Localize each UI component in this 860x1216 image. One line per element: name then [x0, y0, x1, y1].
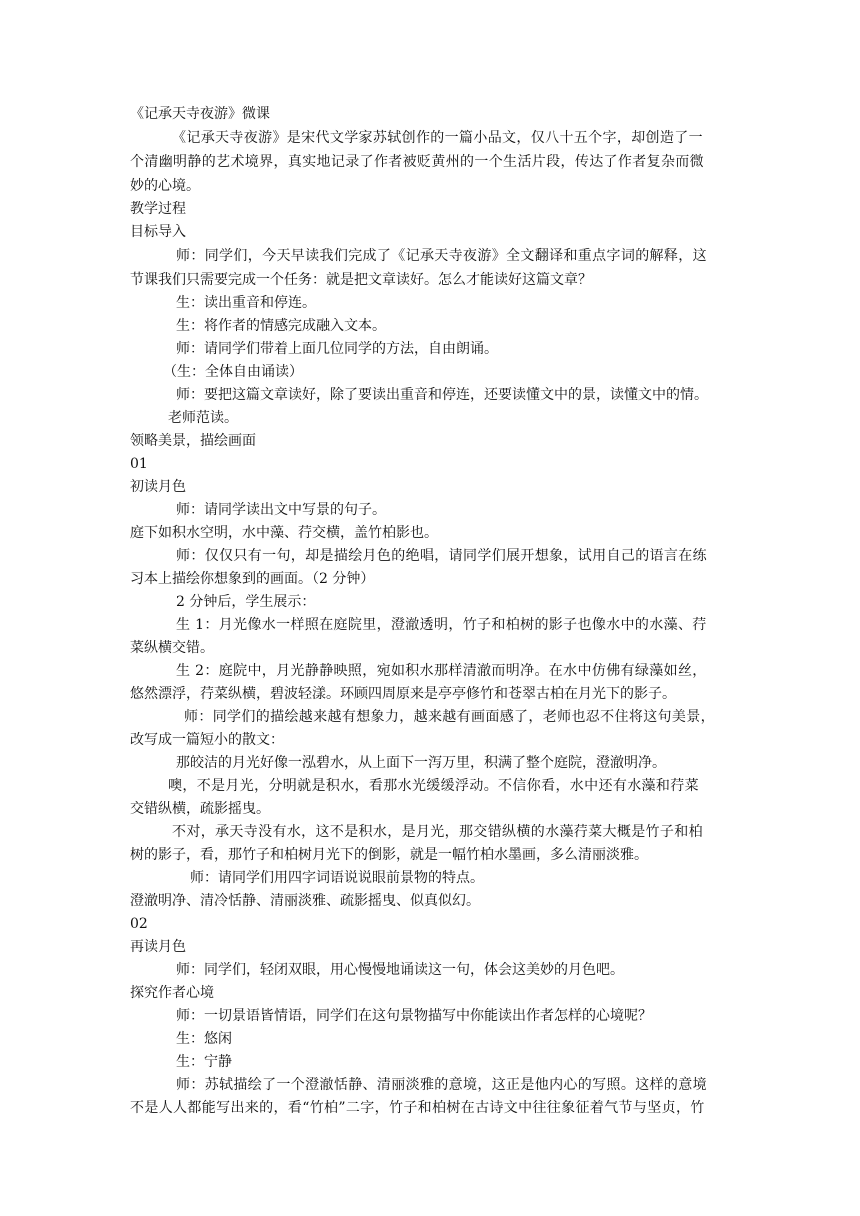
text-line: 树的影子，看，那竹子和柏树月光下的倒影，就是一幅竹柏水墨画，多么清丽淡雅。 [130, 847, 648, 863]
text-line: 节课我们只需要完成一个任务：就是把文章读好。怎么才能读好这篇文章？ [130, 272, 592, 288]
text-line: 师：请同学读出文中写景的句子。 [176, 502, 386, 518]
text-line: 习本上描绘你想象到的画面。（2 分钟） [130, 571, 375, 587]
section-heading: 初读月色 [130, 479, 186, 495]
text-line: 师：要把这篇文章读好，除了要读出重音和停连，还要读懂文中的景，读懂文中的情。 [176, 387, 708, 403]
text-line: 庭下如积水空明，水中藻、荇交横，盖竹柏影也。 [130, 525, 438, 541]
text-line: 生：悠闲 [176, 1031, 232, 1047]
text-line: 澄澈明净、清冷恬静、清丽淡雅、疏影摇曳、似真似幻。 [130, 893, 480, 909]
text-line: 师：同学们，轻闭双眼，用心慢慢地诵读这一句，体会这美妙的月色吧。 [176, 962, 624, 978]
document-title: 《记承天寺夜游》微课 [130, 106, 270, 122]
text-line: 师：苏轼描绘了一个澄澈恬静、清丽淡雅的意境，这正是他内心的写照。这样的意境 [176, 1077, 707, 1093]
section-heading: 再读月色 [130, 939, 186, 955]
text-line: 生：读出重音和停连。 [176, 295, 316, 311]
section-heading: 领略美景，描绘画面 [130, 433, 256, 449]
text-line: 噢，不是月光，分明就是积水，看那水光缓缓浮动。不信你看，水中还有水藻和荇菜 [168, 778, 699, 794]
text-line: 师：请同学们用四字词语说说眼前景物的特点。 [190, 870, 484, 886]
text-line: 个清幽明静的艺术境界，真实地记录了作者被贬黄州的一个生活片段，传达了作者复杂而微 [130, 154, 704, 170]
text-line: 不对，承天寺没有水，这不是积水，是月光，那交错纵横的水藻荇菜大概是竹子和柏 [172, 824, 703, 840]
text-line: 老师范读。 [168, 410, 238, 426]
section-number: 01 [130, 456, 148, 472]
text-line: 生 2：庭院中，月光静静映照，宛如积水那样清澈而明净。在水中仿佛有绿藻如丝， [176, 663, 707, 679]
text-line: 《记承天寺夜游》是宋代文学家苏轼创作的一篇小品文，仅八十五个字，却创造了一 [172, 130, 703, 146]
text-line: 那皎洁的月光好像一泓碧水，从上面下一泻万里，积满了整个庭院，澄澈明净。 [176, 755, 666, 771]
text-line: 菜纵横交错。 [130, 640, 214, 656]
text-line: 2 分钟后，学生展示： [176, 594, 316, 610]
text-line: 生：宁静 [176, 1054, 232, 1070]
text-line: 师：同学们，今天早读我们完成了《记承天寺夜游》全文翻译和重点字词的解释，这 [176, 248, 707, 264]
text-line: 不是人人都能写出来的，看“竹柏”二字，竹子和柏树在古诗文中往往象征着气节与坚贞，竹 [130, 1100, 705, 1116]
text-line: 悠然漂浮，荇菜纵横，碧波轻漾。环顾四周原来是亭亭修竹和苍翠古柏在月光下的影子。 [130, 686, 676, 702]
text-line: 改写成一篇短小的散文： [130, 732, 284, 748]
text-line: 交错纵横，疏影摇曳。 [130, 801, 270, 817]
text-line: 师：同学们的描绘越来越有想象力，越来越有画面感了，老师也忍不住将这句美景， [184, 709, 715, 725]
section-heading: 探究作者心境 [130, 985, 214, 1001]
text-line: 生 1：月光像水一样照在庭院里，澄澈透明，竹子和柏树的影子也像水中的水藻、荇 [176, 617, 707, 633]
text-line: （生：全体自由诵读） [163, 364, 303, 380]
text-line: 师：仅仅只有一句，却是描绘月色的绝唱，请同学们展开想象，试用自己的语言在练 [176, 548, 707, 564]
text-line: 生：将作者的情感完成融入文本。 [176, 318, 386, 334]
text-line: 师：一切景语皆情语，同学们在这句景物描写中你能读出作者怎样的心境呢？ [176, 1008, 652, 1024]
section-number: 02 [130, 916, 148, 932]
text-line: 妙的心境。 [130, 178, 200, 194]
section-heading: 教学过程 [130, 201, 186, 217]
section-heading: 目标导入 [130, 224, 186, 240]
text-line: 师：请同学们带着上面几位同学的方法，自由朗诵。 [176, 341, 498, 357]
